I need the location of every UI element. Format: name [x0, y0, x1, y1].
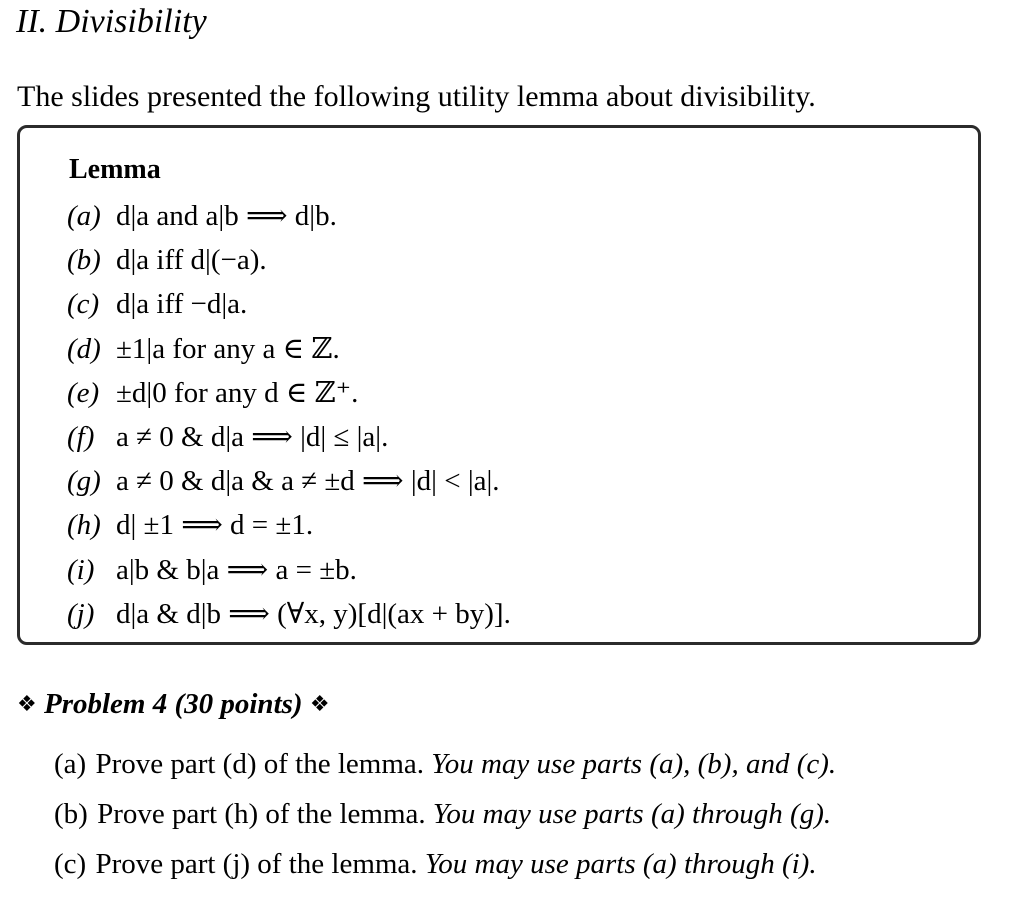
lemma-item-formula: a|b & b|a ⟹ a = ±b. [116, 553, 357, 586]
lemma-item-g [67, 459, 511, 503]
intro-paragraph: The slides presented the following utility lemma about divisibility. [17, 80, 816, 113]
lemma-item-formula: d|a & d|b ⟹ (∀x, y)[d|(ax + by)]. [116, 597, 511, 630]
lemma-title: Lemma [69, 154, 161, 185]
lemma-item-b [67, 238, 511, 282]
lemma-item-formula: d|a iff −d|a. [116, 288, 248, 321]
problem-part-text: Prove part (h) of the lemma. [97, 798, 426, 830]
problem-part-label: (a) [54, 748, 87, 780]
problem-parts-list [54, 740, 836, 890]
lemma-list [67, 194, 511, 636]
lemma-item-label: (f) [67, 420, 95, 453]
section-title: II. Divisibility [16, 3, 207, 40]
problem-heading [17, 684, 330, 726]
problem-part-text: Prove part (d) of the lemma. [95, 748, 424, 780]
lemma-item-label: (g) [67, 465, 101, 498]
diamond-ornament-icon: ❖ [17, 691, 37, 716]
lemma-item-formula: d| ±1 ⟹ d = ±1. [116, 509, 314, 542]
lemma-item-e [67, 371, 511, 415]
lemma-item-label: (b) [67, 244, 101, 277]
lemma-item-formula: d|a and a|b ⟹ d|b. [116, 200, 337, 232]
lemma-item-label: (i) [67, 553, 95, 586]
lemma-item-formula: a ≠ 0 & d|a & a ≠ ±d ⟹ |d| < |a|. [116, 465, 500, 498]
problem-title: Problem 4 (30 points) [43, 688, 303, 720]
problem-part-hint: You may use parts (a) through (i). [424, 848, 817, 880]
problem-part-text: Prove part (j) of the lemma. [95, 848, 418, 880]
problem-part-hint: You may use parts (a) through (g). [432, 798, 832, 830]
lemma-item-f [67, 415, 511, 459]
lemma-item-formula: ±1|a for any a ∈ ℤ. [116, 332, 340, 365]
lemma-item-label: (e) [67, 376, 100, 409]
diamond-ornament-icon: ❖ [309, 691, 330, 716]
lemma-box [17, 125, 981, 645]
lemma-item-label: (j) [67, 597, 95, 630]
problem-part-c [54, 840, 836, 890]
lemma-item-label: (c) [67, 288, 100, 321]
lemma-item-j [67, 592, 511, 636]
lemma-item-label: (d) [67, 332, 101, 365]
lemma-item-formula: a ≠ 0 & d|a ⟹ |d| ≤ |a|. [116, 420, 389, 453]
lemma-item-i [67, 548, 511, 592]
problem-part-hint: You may use parts (a), (b), and (c). [431, 748, 837, 780]
lemma-item-label: (a) [67, 200, 101, 232]
problem-part-label: (c) [54, 848, 87, 880]
problem-part-b [54, 790, 836, 840]
lemma-item-label: (h) [67, 509, 101, 542]
lemma-item-h [67, 503, 511, 547]
lemma-item-d [67, 327, 511, 371]
lemma-item-formula: d|a iff d|(−a). [116, 244, 267, 277]
problem-part-label: (b) [54, 798, 88, 830]
lemma-item-c [67, 282, 511, 326]
lemma-item-a [67, 194, 511, 238]
lemma-item-formula: ±d|0 for any d ∈ ℤ⁺. [116, 376, 359, 409]
problem-part-a [54, 740, 836, 790]
